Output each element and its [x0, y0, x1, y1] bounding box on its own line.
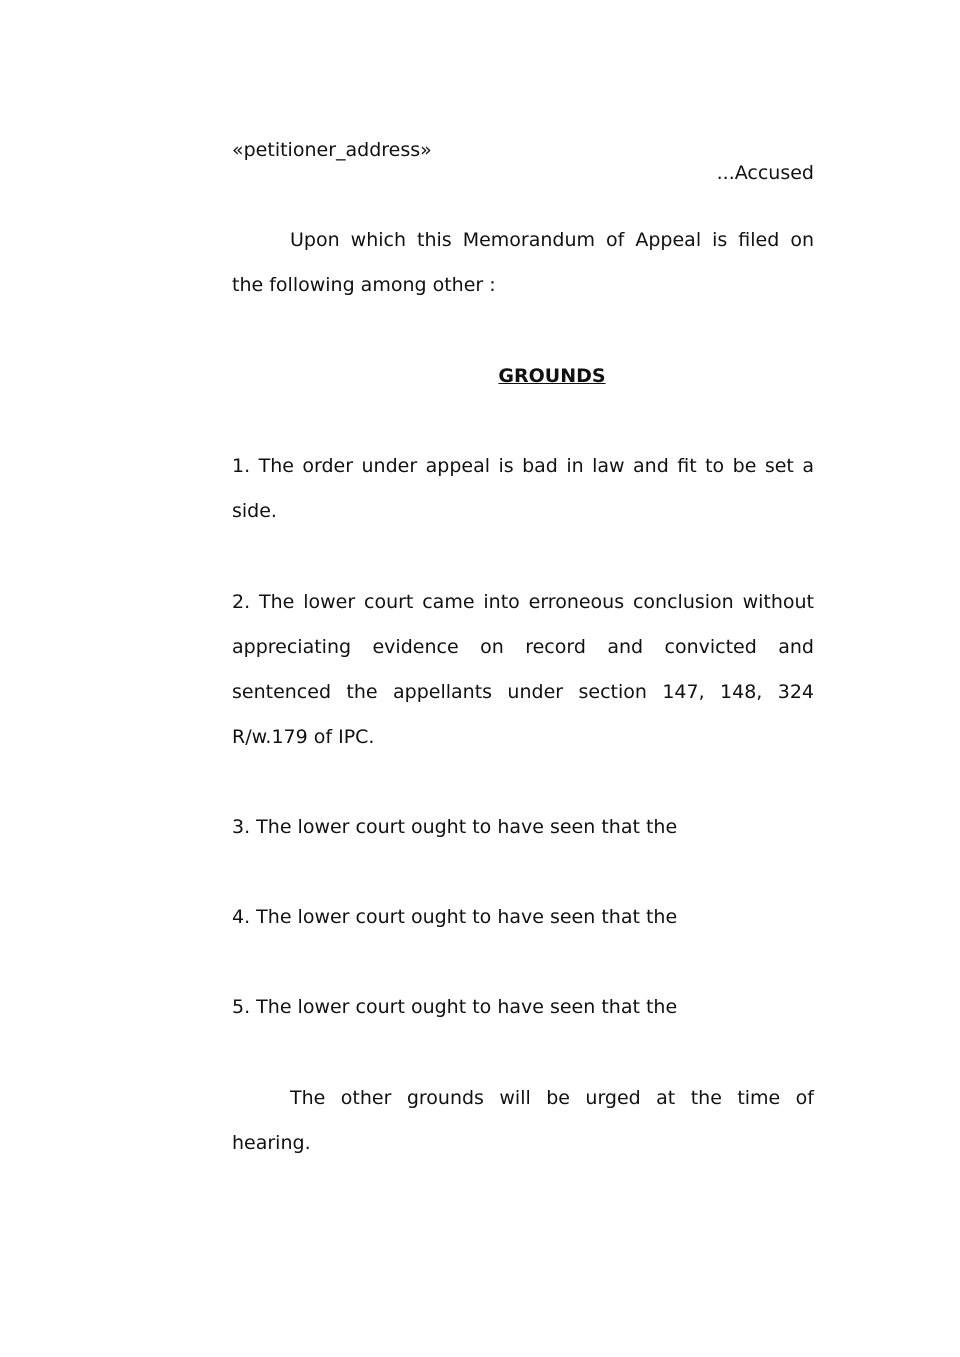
ground-3-line-1: 3. The lower court ought to have seen that the — [232, 816, 678, 838]
section-title: GROUNDS — [498, 365, 606, 387]
intro-line-2: the following among other : — [232, 274, 496, 296]
ground-1-line-2: side. — [232, 500, 277, 522]
petitioner-address: «petitioner_address» — [232, 139, 432, 161]
ground-4-line-1: 4. The lower court ought to have seen that the — [232, 906, 678, 928]
ground-1-line-1: 1. The order under appeal is bad in law and fit to be set a — [232, 455, 814, 477]
intro-line-1: Upon which this Memorandum of Appeal is filed on — [290, 229, 814, 251]
closing-line-1: The other grounds will be urged at the time of — [290, 1087, 814, 1109]
ground-2-line-4: R/w.179 of IPC. — [232, 726, 375, 748]
accused-label: ...Accused — [716, 162, 814, 184]
ground-2-line-1: 2. The lower court came into erroneous conclusion without — [232, 591, 814, 613]
closing-line-2: hearing. — [232, 1132, 311, 1154]
ground-5-line-1: 5. The lower court ought to have seen that the — [232, 996, 678, 1018]
ground-2-line-2: appreciating evidence on record and convicted and — [232, 636, 814, 658]
ground-2-line-3: sentenced the appellants under section 147, 148, 324 — [232, 681, 814, 703]
